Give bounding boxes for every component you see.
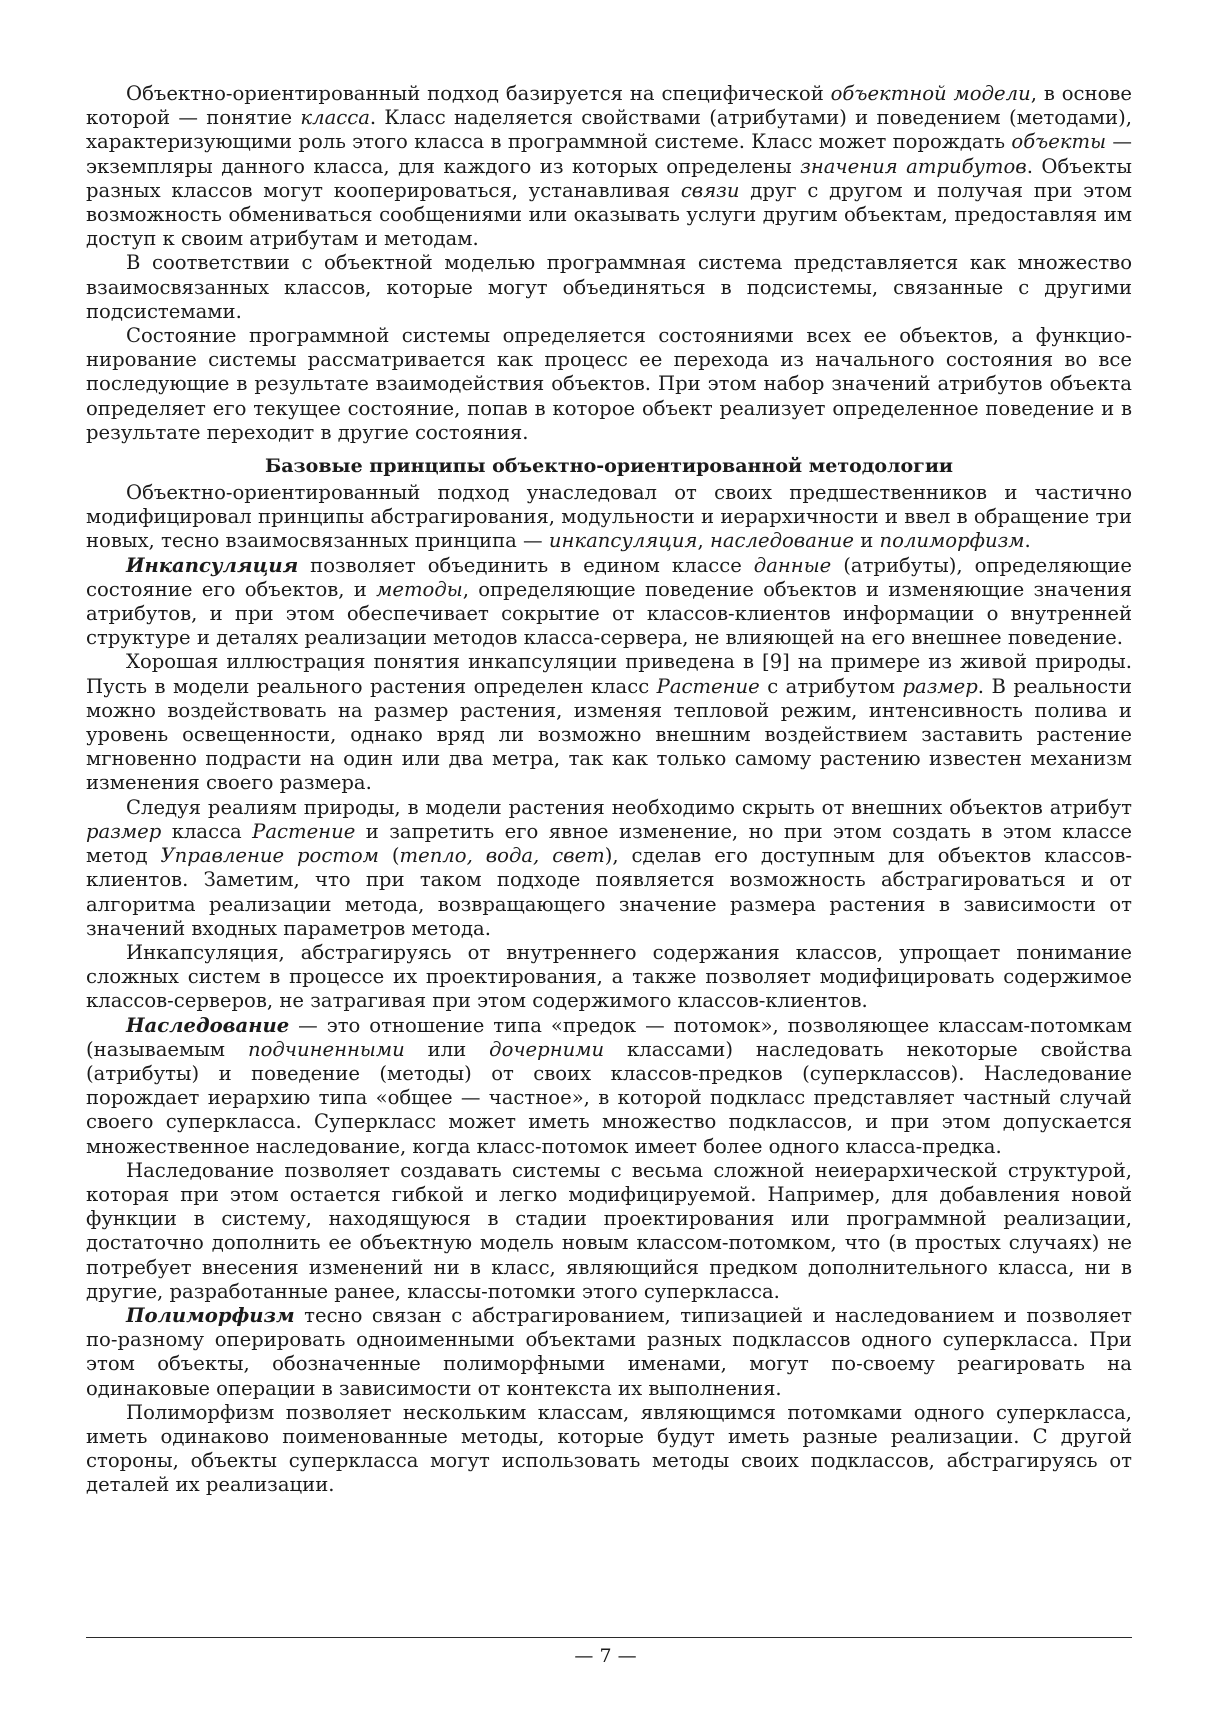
paragraph-principles-intro: Объектно-ориентированный подход унаследовал от своих предшественников и частично модифицировал принципы абстрагирования, модульности и иерархичности и ввел в обращение три новых, тесно взаимосвязанных принципа — инкапсуляция, наследование и полиморфизм. (86, 481, 1132, 553)
footer-rule (86, 1637, 1132, 1638)
section-heading: Базовые принципы объектно-ориентированной методологии (265, 455, 953, 478)
paragraph-system-state: Состояние программной системы определяется состояниями всех ее объектов, а функционирование системы рассматривается как процесс ее перехода из начального состояния во все последующие в результате взаимодействия объектов. При этом набор значений атрибутов объекта определяет его текущее состояние, попав в которое объект реализует определенное поведение и в результате переходит в другие состояния. (86, 324, 1132, 444)
paragraph-polymorphism-benefit: Полиморфизм позволяет нескольким классам, являющимся потомками одного суперкласса, иметь одинаково поименованные методы, которые будут иметь разные реализации. С другой стороны, объекты суперкласса могут использовать методы своих подклассов, абстрагируясь от деталей их реализации. (86, 1400, 1132, 1497)
paragraph-plant-illustration: Хорошая иллюстрация понятия инкапсуляции приведена в [9] на примере из живой природы. Пусть в модели реального растения определен класс Растение с атрибутом размер. В реальности можно воздействовать на размер растения, изменяя тепловой режим, интенсивность полива и уровень освещенности, однако вряд ли возможно внешним воздействием заставить растение мгновенно подрасти на один или два метра, так как только самому растению известен механизм изменения своего размера. (86, 650, 1133, 795)
paragraph-plant-method: Следуя реалиям природы, в модели растения необходимо скрыть от внешних объектов атрибут размер класса Растение и запретить его явное изменение, но при этом создать в этом классе метод Управление ростом (тепло, вода, свет), сделав его доступным для объектов классов-клиентов. Заметим, что при таком подходе появляется возможность абстрагироваться и от алгоритма реализации метода, возвращающего значение размера растения в зависимости от значений входных параметров метода. (86, 795, 1133, 940)
paragraph-encapsulation-benefit: Инкапсуляция, абстрагируясь от внутреннего содержания классов, упрощает понимание сложных систем в процессе их проектирования, а также позволяет модифицировать содержимое классов-серверов, не затрагивая при этом содержимого классов-клиентов. (86, 940, 1132, 1013)
paragraph-polymorphism: Полиморфизм тесно связан с абстрагированием, типизацией и наследованием и позволяет по-разному оперировать одноименными объектами разных подклассов одного суперкласса. При этом объекты, обозначенные полиморфными именами, могут по-своему реагировать на одинаковые операции в зависимости от контекста их выполнения. (86, 1303, 1132, 1400)
paragraph-inheritance: Наследование — это отношение типа «предок — потомок», позволяющее классам-потомкам (называемым подчиненными или дочерними классами) наследовать некоторые свойства (атрибуты) и поведение (методы) от своих классов-предков (суперклассов). Наследование порождает иерархию типа «общее — частное», в которой подкласс представляет частный случай своего суперкласса. Суперкласс может иметь множество подклассов, и при этом допускается множественное наследование, когда класс-потомок имеет более одного класса-предка. (86, 1013, 1132, 1158)
paragraph-interconnected-classes: В соответствии с объектной моделью программная система представляется как множество взаимосвязанных классов, которые могут объединяться в подсистемы, связанные с другими подсистемами. (86, 251, 1132, 323)
paragraph-inheritance-benefit: Наследование позволяет создавать системы с весьма сложной неиерархической структурой, которая при этом остается гибкой и легко модифицируемой. Например, для добавления новой функции в систему, находящуюся в стадии проектирования или программной реализации, достаточно дополнить ее объектную модель новым классом-потомком, что (в простых случаях) не потребует внесения изменений ни в класс, являющийся предком дополнительного класса, ни в другие, разработанные ранее, классы-потомки этого суперкласса. (86, 1158, 1132, 1303)
page-number: — 7 — (574, 1645, 637, 1667)
page-body (86, 82, 1132, 1498)
paragraph-encapsulation: Инкапсуляция позволяет объединить в едином классе данные (атрибуты), определяющие состояние его объектов, и методы, определяющие поведение объектов и изменяющие значения атрибутов, и при этом обеспечивает сокрытие от классов-клиентов информации о внутренней структуре и деталях реализации методов класса-сервера, не влияющей на его внешнее поведение. (86, 553, 1133, 650)
paragraph-object-model: Объектно-ориентированный подход базируется на специфической объектной модели, в основе которой — понятие класса. Класс наделяется свойствами (атрибутами) и поведением (методами), характеризующими роль этого класса в программной системе. Класс может порождать объекты — экземпляры данного класса, для каждого из которых определены значения атрибутов. Объекты разных классов могут кооперироваться, устанавливая связи друг с другом и получая при этом возможность обмениваться сообщениями или оказывать услуги другим объектам, предоставляя им доступ к своим атрибутам и методам. (86, 82, 1133, 251)
